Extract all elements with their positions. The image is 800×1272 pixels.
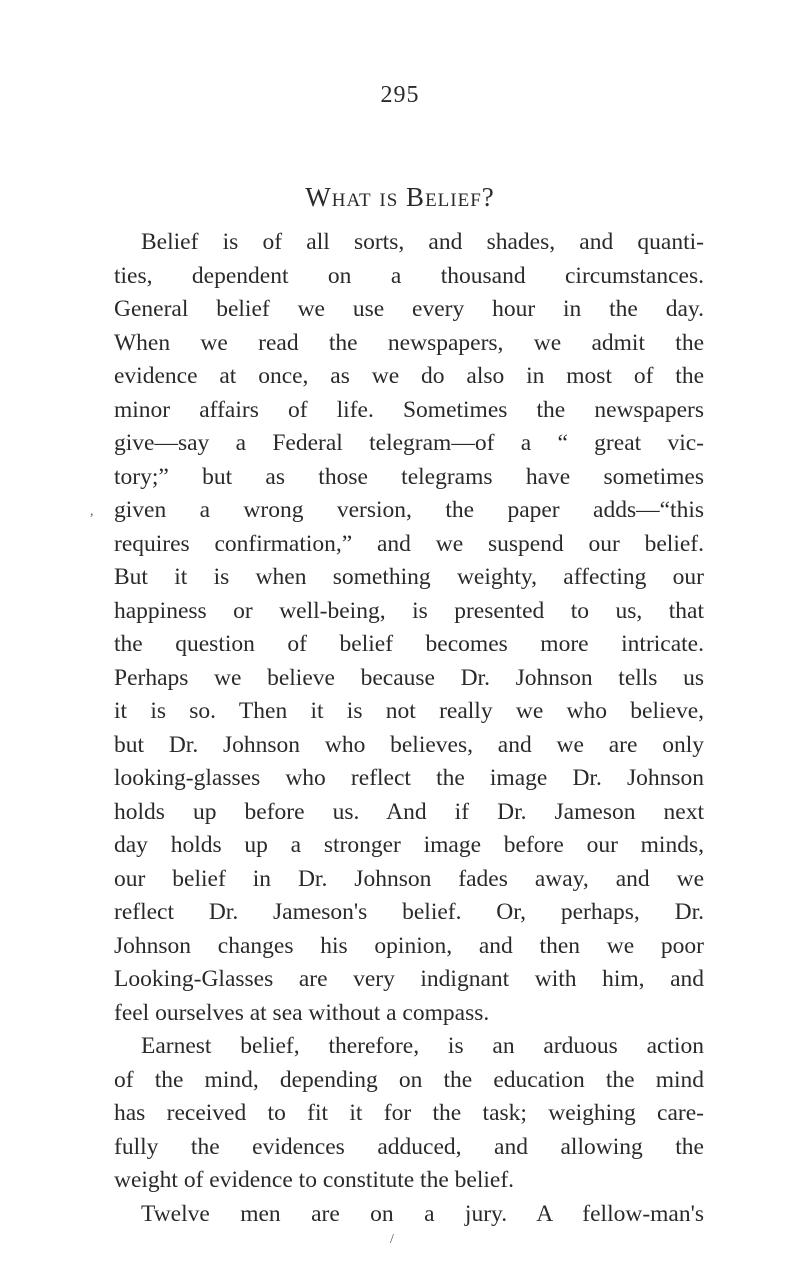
text-line: weight of evidence to constitute the belief. bbox=[114, 1167, 515, 1193]
text-line: Johnson changes his opinion, and then we poor bbox=[114, 932, 704, 959]
stray-mark: , bbox=[90, 504, 94, 519]
text-line: minor affairs of life. Sometimes the newspapers bbox=[114, 396, 704, 423]
text-line: Belief is of all sorts, and shades, and quanti- bbox=[141, 229, 704, 255]
text-line: But it is when something weighty, affecting our bbox=[114, 564, 704, 590]
text-line: requires confirmation,” and we suspend our belief. bbox=[114, 530, 704, 557]
text-line: General belief we use every hour in the day. bbox=[114, 296, 704, 322]
text-line: ties, dependent on a thousand circumstances. bbox=[114, 262, 704, 289]
text-line: happiness or well-being, is presented to us, that bbox=[114, 597, 704, 624]
text-line: looking-glasses who reflect the image Dr. Johnson bbox=[114, 765, 704, 791]
text-line: it is so. Then it is not really we who believe, bbox=[114, 698, 704, 724]
section-heading: What is Belief? bbox=[305, 182, 495, 212]
stray-mark: / bbox=[390, 1232, 394, 1247]
text-line: tory;” but as those telegrams have sometimes bbox=[114, 463, 704, 490]
text-line: evidence at once, as we do also in most of the bbox=[114, 363, 704, 389]
text-line: fully the evidences adduced, and allowing the bbox=[114, 1133, 704, 1160]
text-line: given a wrong version, the paper adds—“this bbox=[114, 497, 704, 523]
text-line: feel ourselves at sea without a compass. bbox=[114, 999, 490, 1026]
text-line: but Dr. Johnson who believes, and we are only bbox=[114, 731, 704, 758]
text-line: Earnest belief, therefore, is an arduous action bbox=[141, 1033, 704, 1059]
page-number: 295 bbox=[380, 82, 420, 108]
text-line: day holds up a stronger image before our minds, bbox=[114, 832, 704, 858]
text-line: of the mind, depending on the education the mind bbox=[114, 1066, 704, 1093]
text-line: has received to fit it for the task; weighing care- bbox=[114, 1100, 704, 1126]
text-line: When we read the newspapers, we admit the bbox=[114, 329, 704, 356]
text-line: Twelve men are on a jury. A fellow-man's bbox=[141, 1200, 704, 1227]
text-line: holds up before us. And if Dr. Jameson next bbox=[114, 798, 704, 825]
text-line: Looking-Glasses are very indignant with him, and bbox=[114, 966, 704, 992]
text-line: the question of belief becomes more intricate. bbox=[114, 631, 704, 657]
text-line: reflect Dr. Jameson's belief. Or, perhaps, Dr. bbox=[114, 899, 704, 925]
text-line: our belief in Dr. Johnson fades away, and we bbox=[114, 865, 704, 892]
body-text bbox=[114, 226, 704, 1231]
text-line: Perhaps we believe because Dr. Johnson tells us bbox=[114, 664, 704, 691]
text-line: give—say a Federal telegram—of a “ great vic- bbox=[114, 430, 704, 456]
